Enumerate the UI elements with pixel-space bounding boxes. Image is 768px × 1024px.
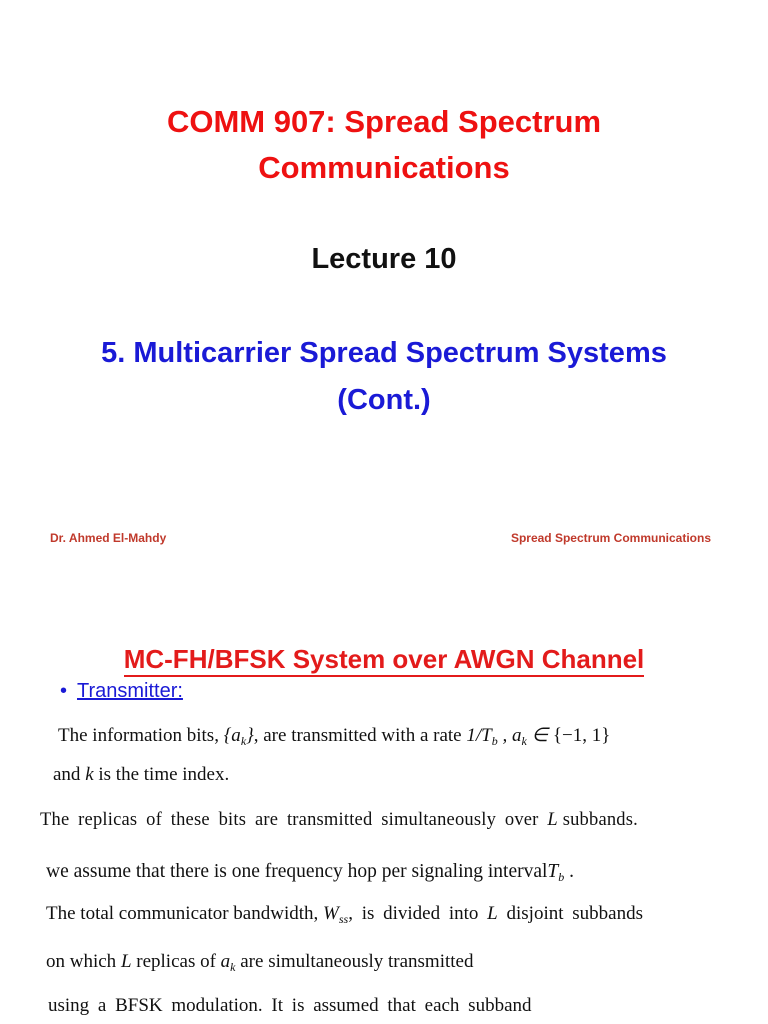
lecture-number: Lecture 10 bbox=[311, 243, 457, 275]
text-fragment: , is divided into bbox=[348, 903, 488, 924]
section-title-line2: (Cont.) bbox=[337, 384, 431, 416]
footer-author: Dr. Ahmed El-Mahdy bbox=[50, 531, 167, 545]
text-line-2 bbox=[53, 764, 229, 786]
section-title-line1: 5. Multicarrier Spread Spectrum Systems bbox=[101, 337, 667, 369]
bullet-transmitter bbox=[60, 680, 183, 703]
text-line-3 bbox=[40, 810, 638, 831]
math-Wss: $W_{ss}$ bbox=[323, 903, 349, 926]
text-line-6 bbox=[46, 951, 473, 975]
math-rate: $1/T_b$ , $a_k$ ∈ bbox=[466, 725, 553, 748]
bullet-label: Transmitter: bbox=[77, 680, 183, 702]
text-fragment: and bbox=[53, 764, 86, 785]
slide-heading bbox=[0, 644, 768, 675]
text-line-1 bbox=[58, 724, 610, 749]
text-fragment: The total communicator bandwidth, bbox=[46, 903, 324, 924]
text-line-7 bbox=[48, 995, 532, 1017]
math-set: {−1, 1} bbox=[552, 725, 611, 746]
text-fragment: , are transmitted with a rate bbox=[253, 725, 467, 746]
math-k: k bbox=[85, 764, 94, 785]
text-fragment: disjoint subbands bbox=[497, 903, 643, 924]
text-fragment: replicas of bbox=[131, 951, 221, 972]
footer-course: Spread Spectrum Communications bbox=[510, 531, 711, 545]
text-fragment: subbands. bbox=[557, 810, 638, 830]
text-fragment: using a BFSK modulation. It is assumed that each subband bbox=[48, 995, 532, 1016]
text-fragment: . bbox=[564, 861, 575, 882]
math-ak-set: $\{a_k\}$ bbox=[223, 725, 254, 748]
math-ak: $a_k$ bbox=[220, 951, 236, 974]
math-L: L bbox=[547, 810, 558, 830]
text-fragment: The replicas of these bits are transmitted simultaneously over bbox=[40, 810, 548, 830]
text-fragment: is the time index. bbox=[93, 764, 230, 785]
bullet-dot-icon: • bbox=[60, 680, 68, 702]
math-L: L bbox=[487, 903, 498, 924]
course-title-line2: Communications bbox=[258, 150, 510, 185]
content-slide bbox=[0, 576, 768, 1024]
text-fragment: on which bbox=[46, 951, 121, 972]
text-fragment: The information bits, bbox=[58, 725, 224, 746]
math-Tb: $T_b$ bbox=[547, 861, 565, 884]
text-line-4 bbox=[46, 861, 574, 885]
text-line-5 bbox=[46, 903, 643, 927]
slide-heading-text: MC-FH/BFSK System over AWGN Channel bbox=[124, 644, 645, 677]
course-title-line1: COMM 907: Spread Spectrum bbox=[166, 104, 602, 139]
text-fragment: we assume that there is one frequency hop per signaling interval bbox=[46, 861, 548, 882]
math-L: L bbox=[120, 951, 132, 972]
text-fragment: are simultaneously transmitted bbox=[235, 951, 474, 972]
